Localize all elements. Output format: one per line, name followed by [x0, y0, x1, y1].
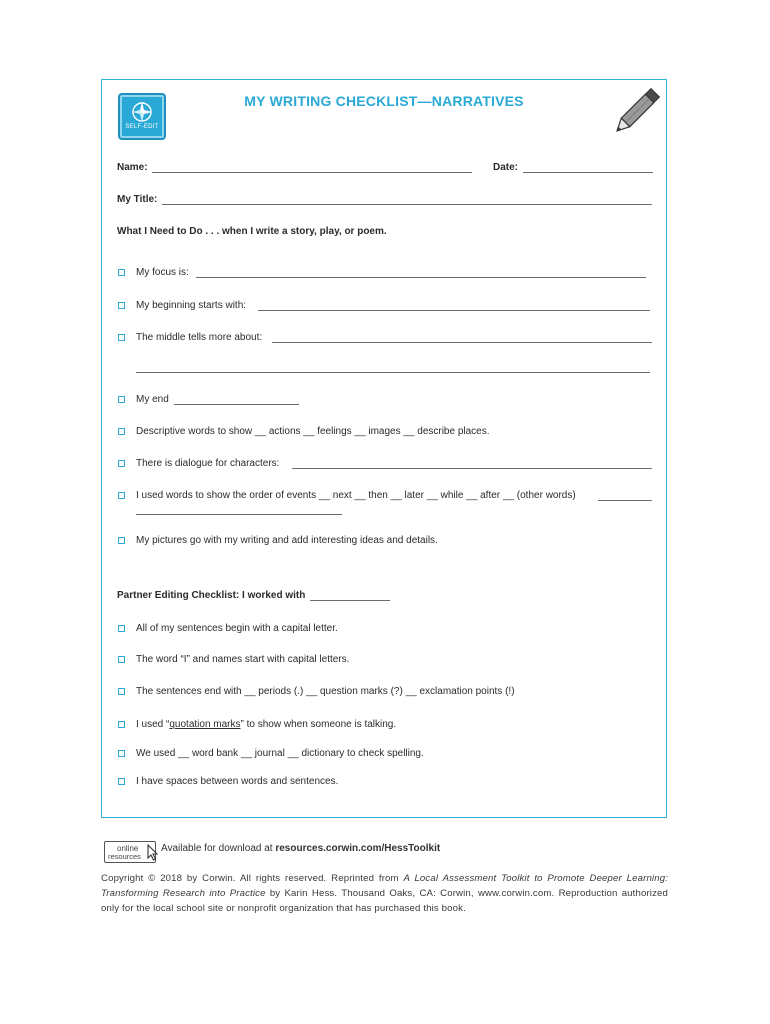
pencil-icon — [606, 86, 662, 142]
checklist-item-focus: My focus is: — [136, 267, 189, 278]
copyright-start: Copyright © 2018 by Corwin. All rights reserved. Reprinted from — [101, 873, 404, 884]
download-link[interactable]: resources.corwin.com/HessToolkit — [275, 843, 441, 854]
focus-field[interactable] — [196, 277, 646, 278]
checklist-item-dialogue: There is dialogue for characters: — [136, 458, 280, 469]
middle-field-line-2[interactable] — [136, 372, 650, 373]
partner-heading: Partner Editing Checklist: I worked with — [117, 590, 306, 601]
name-label: Name: — [117, 162, 148, 173]
download-line — [161, 843, 440, 854]
self-edit-logo — [118, 93, 166, 140]
checkbox[interactable] — [118, 537, 125, 544]
copyright-notice — [101, 871, 668, 916]
checkbox[interactable] — [118, 750, 125, 757]
partner-item-quotes — [136, 719, 396, 730]
dialogue-field[interactable] — [292, 468, 652, 469]
partner-item-names: The word “I” and names start with capital letters. — [136, 654, 350, 665]
page-title: MY WRITING CHECKLIST—NARRATIVES — [244, 93, 524, 109]
partner-item-spelling: We used __ word bank __ journal __ dictionary to check spelling. — [136, 748, 424, 759]
partner-item-capitals: All of my sentences begin with a capital letter. — [136, 623, 338, 634]
date-field[interactable] — [523, 172, 653, 173]
partner-item-punctuation: The sentences end with __ periods (.) __ question marks (?) __ exclamation points (!) — [136, 686, 515, 697]
middle-field[interactable] — [272, 342, 652, 343]
logo-top-text: online — [117, 844, 139, 853]
cursor-icon — [146, 844, 160, 862]
checkbox[interactable] — [118, 302, 125, 309]
book-title: A Local Assessment Toolkit to Promote Deeper Learning: Transforming Research into Practice — [101, 873, 669, 899]
order-field-line-2[interactable] — [136, 514, 342, 515]
copyright-end: by Karin Hess. Thousand Oaks, CA: Corwin, www.corwin.com. Reproduction authorized only for the local school site or nonprofit organization that has purchased this book. — [101, 888, 669, 914]
logo-bottom-text: resources — [108, 852, 141, 861]
logo-label: SELF-EDIT — [125, 124, 159, 130]
name-field[interactable] — [152, 172, 472, 173]
partner-item-spaces: I have spaces between words and sentences. — [136, 776, 339, 787]
date-label: Date: — [493, 162, 519, 173]
partner-name-field[interactable] — [310, 600, 390, 601]
quotes-post: ” to show when someone is talking. — [240, 719, 397, 730]
checkbox[interactable] — [118, 428, 125, 435]
quotes-pre: I used “ — [136, 719, 170, 730]
checkbox[interactable] — [118, 492, 125, 499]
checkbox[interactable] — [118, 778, 125, 785]
checkbox[interactable] — [118, 396, 125, 403]
title-field[interactable] — [162, 204, 652, 205]
checkbox[interactable] — [118, 625, 125, 632]
checkbox[interactable] — [118, 721, 125, 728]
quotation-marks-link: quotation marks — [169, 719, 241, 730]
checklist-frame — [101, 79, 667, 818]
checklist-item-beginning: My beginning starts with: — [136, 300, 247, 311]
checklist-item-descriptive: Descriptive words to show __ actions __ feelings __ images __ describe places. — [136, 426, 490, 437]
end-field[interactable] — [174, 404, 299, 405]
compass-icon — [120, 95, 164, 138]
checkbox[interactable] — [118, 688, 125, 695]
beginning-field[interactable] — [258, 310, 650, 311]
title-label: My Title: — [117, 194, 158, 205]
checkbox[interactable] — [118, 269, 125, 276]
section-intro: What I Need to Do . . . when I write a story, play, or poem. — [117, 226, 387, 237]
checkbox[interactable] — [118, 334, 125, 341]
download-pre: Available for download at — [161, 843, 276, 854]
order-field[interactable] — [598, 500, 652, 501]
checklist-item-pictures: My pictures go with my writing and add interesting ideas and details. — [136, 535, 438, 546]
checklist-item-order: I used words to show the order of events __ next __ then __ later __ while __ after __ (other words) — [136, 490, 576, 501]
checklist-item-end: My end — [136, 394, 169, 405]
checkbox[interactable] — [118, 460, 125, 467]
checklist-item-middle: The middle tells more about: — [136, 332, 263, 343]
checkbox[interactable] — [118, 656, 125, 663]
